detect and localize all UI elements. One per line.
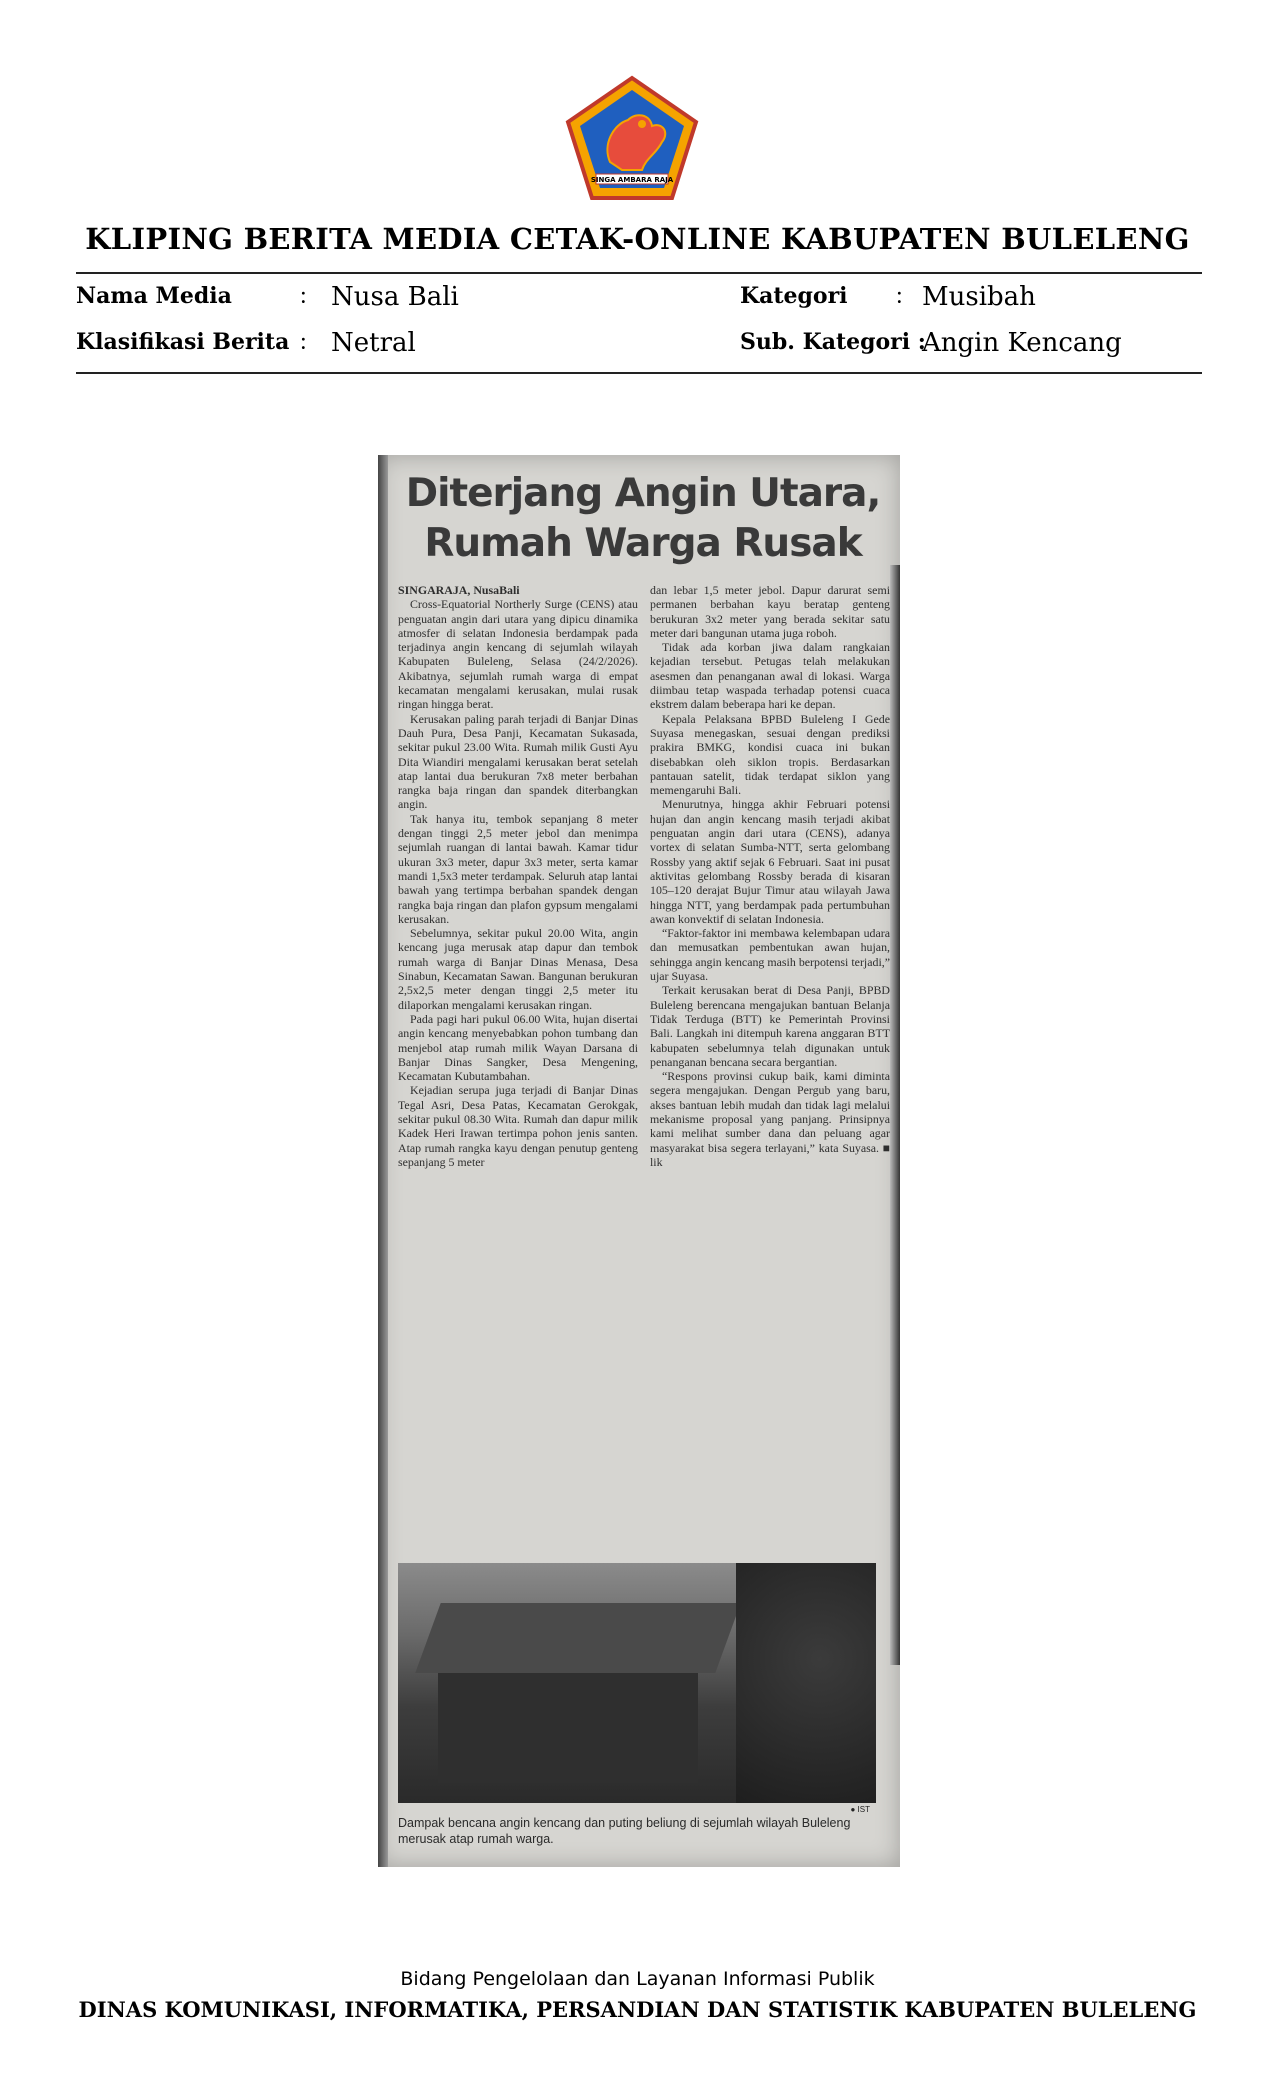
clipping-edge-left <box>378 455 388 1867</box>
article-paragraph: dan lebar 1,5 meter jebol. Dapur darurat semi permanen berbahan kayu beratap genteng berukuran 3x2 meter yang berada sekitar satu meter dari bangunan utama juga roboh. <box>650 583 890 640</box>
photo-credit: ● IST <box>850 1805 870 1814</box>
article-paragraph: “Faktor-faktor ini membawa kelembapan udara dan memusatkan pembentukan awan hujan, sehingga angin kencang masih berpotensi terjadi,” ujar Suyasa. <box>650 926 890 984</box>
article-paragraph: Pada pagi hari pukul 06.00 Wita, hujan disertai angin kencang menyebabkan pohon tumbang dan menjebol atap rumah milik Wayan Darsana di Banjar Dinas Sangker, Desa Mengening, Kecamatan Kubutambahan. <box>398 1011 638 1084</box>
headline-line-1: Diterjang Angin Utara, <box>405 471 881 516</box>
klasifikasi-value: Netral <box>331 328 416 358</box>
clipping-edge-right <box>890 565 900 1665</box>
photo-damaged-roof <box>415 1603 740 1673</box>
article-column-left <box>398 583 638 1169</box>
article-paragraph: Tidak ada korban jiwa dalam rangkaian kejadian tersebut. Petugas telah melakukan asesmen dan penanganan awal di lokasi. Warga diimbau tetap waspada terhadap potensi cuaca ekstrem dalam beberapa hari ke depan. <box>650 640 890 712</box>
kategori-colon: : <box>896 283 903 309</box>
media-value: Nusa Bali <box>331 282 459 312</box>
article-paragraph: Tak hanya itu, tembok sepanjang 8 meter dengan tinggi 2,5 meter jebol dan menimpa sejumlah ruangan di lantai bawah. Kamar tidur ukuran 3x3 meter, dapur 3x3 meter, serta kamar mandi 1,5x3 meter terdampak. Seluruh atap lantai bawah yang tertimpa berbahan spandek dengan rangka baja ringan dan plafon gypsum mengalami kerusakan. <box>398 811 638 926</box>
article-column-right <box>650 583 890 1169</box>
klasifikasi-label: Klasifikasi Berita <box>76 329 290 355</box>
article-paragraph: Terkait kerusakan berat di Desa Panji, BPBD Buleleng berencana mengajukan bantuan Belanja Tidak Terduga (BTT) ke Pemerintah Provinsi Bali. Langkah ini ditempuh karena anggaran BTT kabupaten sebelumnya telah digunakan untuk penanganan bencana secara bergantian. <box>650 983 890 1069</box>
media-label: Nama Media <box>76 283 232 309</box>
footer-division: Bidang Pengelolaan dan Layanan Informasi Publik <box>400 1968 875 1990</box>
article-headline <box>398 469 888 569</box>
article-photo <box>398 1563 876 1803</box>
svg-text:SINGA AMBARA RAJA: SINGA AMBARA RAJA <box>590 176 674 184</box>
klasifikasi-colon: : <box>300 329 307 355</box>
kategori-value: Musibah <box>922 282 1036 312</box>
sub-kategori-label: Sub. Kategori : <box>740 329 926 355</box>
article-paragraph: Kerusakan paling parah terjadi di Banjar Dinas Dauh Pura, Desa Panji, Kecamatan Sukasada, sekitar pukul 23.00 Wita. Rumah milik Gusti Ayu Dita Wiandiri mengalami kerusakan berat setelah atap lantai dua berukuran 7x8 meter berbahan rangka baja ringan dan spandek diterbangkan angin. <box>398 711 638 812</box>
meta-divider <box>76 372 1202 374</box>
article-paragraph: Kejadian serupa juga terjadi di Banjar Dinas Tegal Asri, Desa Patas, Kecamatan Gerokgak, sekitar pukul 08.30 Wita. Rumah dan dapur milik Kadek Heri Irawan tertimpa pohon jenis santen. Atap rumah rangka kayu dengan penutup genteng sepanjang 5 meter <box>398 1083 638 1169</box>
header-divider <box>76 272 1202 274</box>
page-title: KLIPING BERITA MEDIA CETAK-ONLINE KABUPATEN BULELENG <box>85 222 1190 256</box>
kategori-label: Kategori <box>740 283 848 309</box>
article-paragraph: Kepala Pelaksana BPBD Buleleng I Gede Suyasa menegaskan, sesuai dengan prediksi prakira BMKG, kondisi cuaca ini bukan disebabkan oleh siklon tropis. Berdasarkan pantauan satelit, tidak terdapat siklon yang memengaruhi Bali. <box>650 711 890 798</box>
photo-trees <box>736 1563 876 1803</box>
article-byline: SINGARAJA, NusaBali <box>398 583 520 597</box>
footer-agency: DINAS KOMUNIKASI, INFORMATIKA, PERSANDIAN DAN STATISTIK KABUPATEN BULELENG <box>78 1997 1197 2022</box>
photo-house-wall <box>438 1673 698 1783</box>
newspaper-clipping <box>378 455 900 1867</box>
article-paragraph: Menurutnya, hingga akhir Februari potensi hujan dan angin kencang masih terjadi akibat penguatan angin dari utara (CENS), adanya vortex di selatan Sumba-NTT, serta gelombang Rossby yang aktif sejak 6 Februari. Saat ini pusat aktivitas gelombang Rossby berada di kisaran 105–120 derajat Bujur Timur atau wilayah Jawa hingga NTT, yang berdampak pada pertumbuhan awan konvektif di selatan Indonesia. <box>650 797 890 926</box>
media-colon: : <box>300 283 307 309</box>
article-paragraph: “Respons provinsi cukup baik, kami diminta segera mengajukan. Dengan Pergub yang baru, akses bantuan lebih mudah dan tidak lagi melalui mekanisme proposal yang panjang. Prinsipnya kami melihat sumber dana dan peluang agar masyarakat bisa segera terlayani,” kata Suyasa. ■ lik <box>650 1069 890 1169</box>
headline-line-2: Rumah Warga Rusak <box>424 521 862 566</box>
buleleng-regency-emblem <box>562 74 702 202</box>
article-paragraph: Cross-Equatorial Northerly Surge (CENS) atau penguatan angin dari utara yang dipicu dinamika atmosfer di selatan Indonesia berdampak pada terjadinya angin kencang di sejumlah wilayah Kabupaten Buleleng, Selasa (24/2/2026). Akibatnya, sejumlah rumah warga di empat kecamatan mengalami kerusakan, mulai rusak ringan hingga berat. <box>398 597 638 712</box>
photo-caption: Dampak bencana angin kencang dan puting beliung di sejumlah wilayah Buleleng merusak atap rumah warga. <box>398 1816 851 1846</box>
sub-kategori-value: Angin Kencang <box>922 328 1122 358</box>
article-paragraph: Sebelumnya, sekitar pukul 20.00 Wita, angin kencang juga merusak atap dapur dan tembok rumah warga di Banjar Dinas Menasa, Desa Sinabun, Kecamatan Sawan. Bangunan berukuran 2,5x2,5 meter dengan tinggi 2,5 meter itu dilaporkan mengalami kerusakan ringan. <box>398 926 638 1012</box>
